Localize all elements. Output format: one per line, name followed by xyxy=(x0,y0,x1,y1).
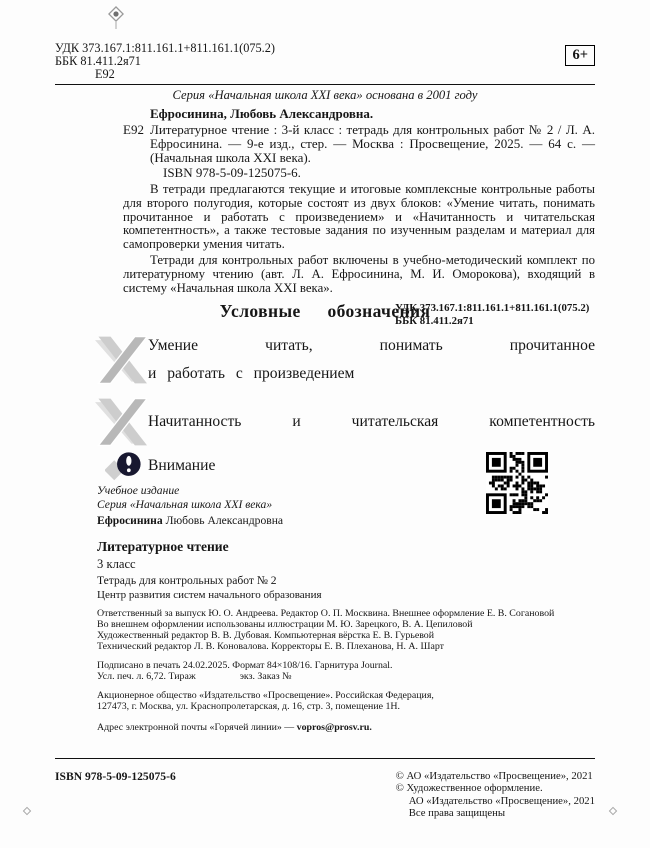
legend-item-label: Начитанность и читательская компетентность xyxy=(148,413,595,430)
author-code: Е92 xyxy=(95,66,115,81)
series-note: Серия «Начальная школа XXI века» основана в 2001 году xyxy=(172,88,478,103)
age-rating-badge: 6+ xyxy=(565,45,595,66)
classification-block xyxy=(55,42,275,80)
header-block xyxy=(55,0,595,80)
credits-line: Во внешнем оформлении использованы иллюстрации М. Ю. Зарецкого, В. А. Цепиловой xyxy=(97,619,473,630)
author-given-name: Любовь Александровна xyxy=(165,514,284,527)
credits-line: Художественный редактор В. В. Дубовая. Компьютерная вёрстка Е. В. Гурьевой xyxy=(97,630,435,641)
udk-right: УДК 373.167.1:811.161.1+811.161.1(075.2) xyxy=(395,302,590,315)
publisher-line-1: Акционерное общество «Издательство «Просвещение». Российская Федерация, xyxy=(97,690,434,701)
author-surname: Ефросинина xyxy=(97,514,163,527)
copyright-block xyxy=(396,770,595,820)
attention-icon xyxy=(95,450,148,482)
imprint-center: Центр развития систем начального образования xyxy=(97,589,322,601)
imprint-book-title: Литературное чтение xyxy=(97,539,229,554)
isbn-bottom: ISBN 978-5-09-125075-6 xyxy=(55,770,176,783)
imprint-author xyxy=(97,514,595,527)
footer-section xyxy=(55,758,595,820)
annotation-2: Тетради для контрольных работ включены в учебно-методический комплект по литературному чтению (авт. Л. А. Ефросинина, М. И. Оморокова), входящий в систему «Начальная школа XXI века». xyxy=(123,253,595,295)
legend-item-label: Внимание xyxy=(148,457,216,474)
credits-line: Технический редактор Л. В. Коновалова. Корректоры Е. В. Плеханова, Н. А. Шарт xyxy=(97,641,444,652)
imprint-section xyxy=(97,484,595,733)
copyright-line: Все права защищены xyxy=(408,807,506,820)
legend-item-erudition xyxy=(55,398,595,446)
annotation-1: В тетради предлагаются текущие и итоговые комплексные контрольные работы для второго полугодия, которые состоят из двух блоков: «Умение читать, понимать прочитанное и работать с произведением» и «Начитанность и читательская компетентность», а также тестовые задания по изученным разделам и материал для самопроверки умения читать. xyxy=(123,182,595,251)
header-divider xyxy=(55,84,595,85)
copyright-line: © Художественное оформление. xyxy=(395,782,543,795)
legend-line-1: Умение читать, понимать прочитанное xyxy=(148,337,595,354)
corner-ornament-left-icon xyxy=(22,803,32,813)
tirazh-line xyxy=(97,671,595,682)
series-x-icon xyxy=(95,398,148,446)
legend-title: Условные обозначения xyxy=(219,301,431,321)
email-label: Адрес электронной почты «Горячей линии» — xyxy=(97,722,297,733)
email-address: vopros@prosv.ru. xyxy=(296,722,372,733)
bbk-right: ББК 81.411.2я71 xyxy=(395,314,474,327)
imprint-grade: 3 класс xyxy=(97,557,136,571)
footer-divider xyxy=(55,758,595,759)
imprint-credits xyxy=(97,608,595,652)
legend-item-label xyxy=(148,332,595,388)
tirazh-right: экз. Заказ № xyxy=(239,671,292,682)
copyright-line: АО «Издательство «Просвещение», 2021 xyxy=(408,794,595,807)
catalog-description: Литературное чтение : 3-й класс : тетрадь для контрольных работ № 2 / Л. А. Ефросинина. — 9-е изд., стер. — Москва : Просвещение, 2025. — 64 с. — (Начальная школа XXI века). xyxy=(150,121,595,165)
publisher-address xyxy=(97,690,595,712)
catalog-description-row xyxy=(123,121,595,166)
print-info xyxy=(97,660,595,682)
bbk-number: ББК 81.411.2я71 xyxy=(55,53,141,68)
imprint-series: Серия «Начальная школа XXI века» xyxy=(97,498,273,511)
copyright-line: © АО «Издательство «Просвещение», 2021 xyxy=(395,770,593,782)
imprint-subtitle: Тетрадь для контрольных работ № 2 xyxy=(97,574,277,587)
catalog-author: Ефросинина, Любовь Александровна. xyxy=(150,106,374,122)
legend-line-2: и работать с произведением xyxy=(148,365,355,382)
catalog-card xyxy=(123,107,595,327)
legend-item-reading-skill xyxy=(55,332,595,388)
credits-line: Ответственный за выпуск Ю. О. Андреева. Редактор О. П. Москвина. Внешнее оформление Е. В. Согановой xyxy=(97,608,555,619)
hotline-email-line xyxy=(97,722,595,733)
udk-number: УДК 373.167.1:811.161.1+811.161.1(075.2) xyxy=(55,41,275,55)
corner-ornament-right-icon xyxy=(608,803,618,813)
catalog-isbn: ISBN 978-5-09-125075-6. xyxy=(163,165,301,181)
tirazh-left: Усл. печ. л. 6,72. Тираж xyxy=(97,671,196,682)
series-x-icon xyxy=(95,336,148,384)
print-line: Подписано в печать 24.02.2025. Формат 84×108/16. Гарнитура Journal. xyxy=(97,660,393,671)
publisher-line-2: 127473, г. Москва, ул. Краснопролетарская, д. 16, стр. 3, помещение 1Н. xyxy=(97,701,401,712)
catalog-code: Е92 xyxy=(123,121,144,137)
edition-type: Учебное издание xyxy=(97,484,180,497)
